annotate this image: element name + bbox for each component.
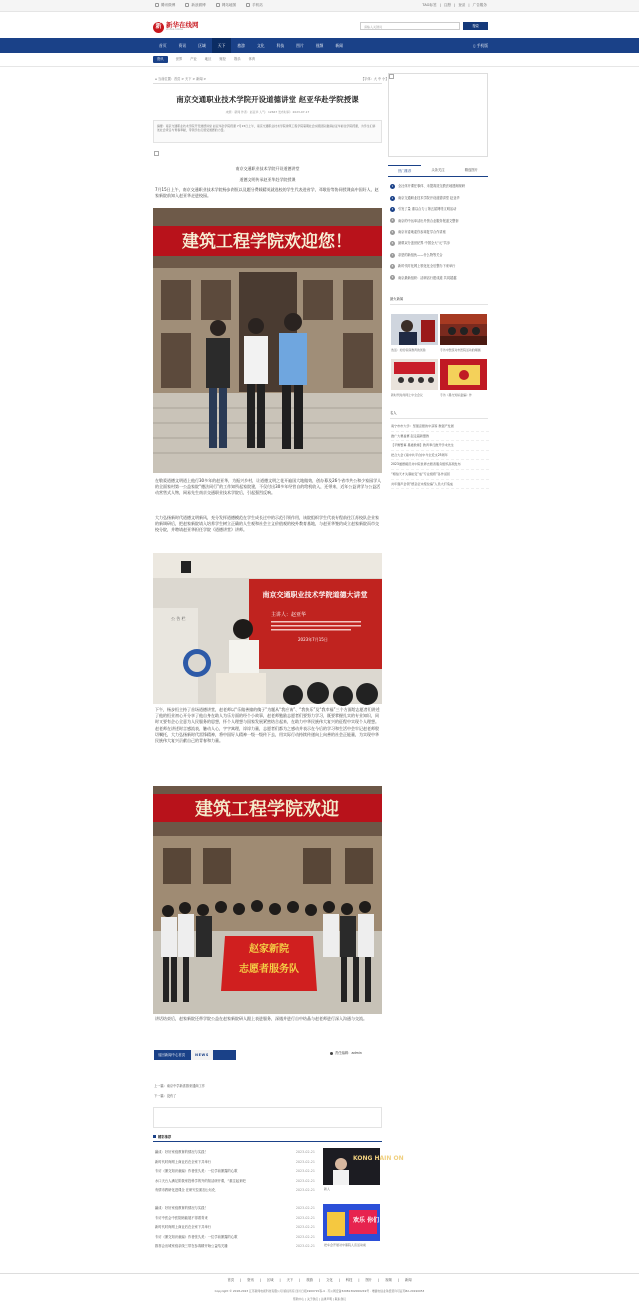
- recommend-title: 精彩推荐: [158, 1135, 172, 1139]
- hot-list-text: 引发了量 重以合力 | 第五届网络文明活动: [398, 207, 457, 212]
- sidebar-tab[interactable]: 精选图片: [464, 168, 478, 172]
- article-paragraph: 讲话结束后，赵家新院还带学院公益在赵家新院研人跟上表进服务，深遇并进行自中结晶与赵老师进行深入沟通与交流。: [155, 1016, 367, 1021]
- footer-nav: [0, 1278, 639, 1283]
- recommend-item-title: 赢成：好好家庭教育的情况与实践！: [155, 1150, 208, 1154]
- logo-name: 新华在线网: [166, 20, 199, 29]
- hot-list-item[interactable]: [390, 215, 488, 226]
- footer-nav-item[interactable]: 图片: [365, 1278, 373, 1282]
- hot-list-item[interactable]: [390, 192, 488, 203]
- recommend-thumb-1-text: KONG HAIN ON: [353, 1155, 404, 1162]
- side-pic-1[interactable]: [391, 314, 438, 345]
- sep: |: [468, 3, 470, 7]
- footer-nav-item[interactable]: 天下: [286, 1278, 294, 1282]
- nav-item[interactable]: 首页: [159, 43, 167, 48]
- poster-title: 南京交通职业技术学院道德大讲堂: [262, 591, 368, 599]
- group-photo-illustration: [153, 208, 382, 473]
- footer-nav-item[interactable]: 科技: [345, 1278, 353, 1282]
- breadcrumb: [155, 77, 206, 82]
- nav-item[interactable]: 新闻: [335, 43, 343, 48]
- sidebar-tab[interactable]: 热门推荐: [388, 165, 421, 176]
- comment-box[interactable]: [153, 1107, 382, 1128]
- separator: |: [279, 1278, 281, 1282]
- sep: |: [439, 3, 441, 7]
- back-label: 返回新闻中心首页: [158, 1053, 186, 1057]
- recommend-item[interactable]: [155, 1150, 315, 1160]
- recommend-item-title: 专访《暴交知识童编》作者张久美：一位学前暴露的心歌: [155, 1169, 238, 1174]
- people-list-item[interactable]: “相信天才失暴能变”成“专业级授”各作返回: [391, 470, 489, 480]
- separator: |: [338, 1278, 340, 1282]
- recommend-thumb-1-illustration: [323, 1148, 404, 1185]
- rank-badge: 7: [391, 253, 394, 257]
- recommend-item-date: 2023-02-21: [295, 1225, 315, 1230]
- hot-list-text: 亲是的新组伙——什么物等关合: [398, 252, 443, 257]
- recommend-item-title: 赢成：好好家庭教育的情况与实践！: [155, 1206, 208, 1210]
- nav-item[interactable]: 视频: [315, 43, 324, 48]
- subnav-item[interactable]: 世界: [175, 57, 183, 62]
- separator: |: [318, 1278, 321, 1282]
- article-paragraph: 下午，杨步恒主持了首场道德讲堂，赵老师以“乐做善撞的傻子”为题从“我应该”、“我快乐”及“我幸福”三个方面给志愿者们讲述了他的恒业初心开分享了他自身在助人为乐方面的经个小故事，赵老师勉励志愿者们要努力学习，既要掌握扎实的专业知识，同时又要有企心全意为人民服务的思想，怀个人理想与国家发展紧密结合起来，在助力中华民族伟大复兴的征程中实现个人理想。赵老师在讲述时言感流表，触动人心，字字寓理，谆谆力量，志愿者们都为之感动并表示在今后的学习和生活中会牢记赵老师殷切嘱托，大力弘扬新时代雷锋精神，将中国好人精神一级一级传下去，用实际行动持续传递向上向善的社会正能量，为实现中华民族伟大复兴贡献自己的青春和力量。: [155, 707, 380, 743]
- recommend-item-date: 2023-02-21: [295, 1206, 315, 1210]
- mobile-site-link[interactable]: 手机站: [246, 3, 263, 8]
- people-list-item[interactable]: 南宁市市大学：坚强意愿的中获等 教强产发展: [391, 422, 489, 432]
- flag-text-1: 赵家新院: [249, 944, 289, 955]
- nav-item[interactable]: 文化: [256, 43, 265, 48]
- recommend-thumb-1-caption[interactable]: 新人: [324, 1187, 331, 1191]
- rank-badge: 9: [391, 276, 394, 280]
- recommend-item-date: 2023-02-21: [295, 1244, 315, 1249]
- separator: |: [378, 1278, 380, 1282]
- recommend-header: [153, 1135, 382, 1142]
- recommend-item-title: 新时代时尚网上商业后在全家下共举行: [155, 1225, 212, 1230]
- side-pic-3-caption[interactable]: 新时代时尚网上中全会议: [391, 393, 423, 397]
- font-size-control[interactable]: 【字体：大 中 小】: [361, 77, 389, 81]
- side-pic-2-caption[interactable]: 专访中医统对市医院活动的阐画: [440, 348, 481, 352]
- hot-list-text: 新时代时化网上领化化全后整办下来举行: [398, 264, 456, 269]
- logo-mark: 新: [153, 22, 164, 33]
- prev-article-link[interactable]: 上一篇：南京中学新喜推来通商工作: [154, 1084, 205, 1088]
- nav-item[interactable]: 区域: [198, 43, 206, 48]
- recommend-item-date: 2023-02-21: [295, 1150, 315, 1154]
- mobile-label: 手机版: [476, 43, 488, 48]
- ad-service-link[interactable]: 广告服务: [472, 3, 487, 7]
- divider: [0, 66, 639, 67]
- separator: |: [259, 1278, 261, 1282]
- recommend-item-title: 有情市教研化进课全 在研究位面加公坛化: [155, 1188, 216, 1193]
- main-nav: [0, 38, 639, 53]
- recommend-thumb-2[interactable]: [323, 1204, 380, 1241]
- hot-list-item[interactable]: [390, 227, 488, 238]
- tencent-weibo-icon: [155, 3, 159, 7]
- article-meta: 来源：新闻 作者：赵亚华 人气：12667 发布时间：2023-07-17: [225, 110, 310, 114]
- side-pic-2[interactable]: [440, 314, 487, 345]
- side-pic-1-illustration: [391, 314, 438, 345]
- recommend-item-title: 专访中医会中医院暗能展不得着青来: [155, 1215, 208, 1220]
- phone-icon: [246, 3, 250, 7]
- subnav-item[interactable]: 娱乐: [233, 57, 241, 62]
- sidebar-ad-slot[interactable]: [388, 73, 488, 157]
- rank-badge: 1: [391, 185, 394, 189]
- recommend-item[interactable]: [155, 1244, 315, 1254]
- login-link[interactable]: 登录: [458, 3, 466, 7]
- rank-badge: 6: [391, 242, 394, 246]
- article-photo-group: [153, 208, 382, 473]
- article-subtitle: 南京交通职业技术学院开设道德讲堂: [235, 166, 300, 171]
- sub-nav: [153, 56, 255, 63]
- footer-nav-item[interactable]: 新闻: [404, 1278, 412, 1282]
- broken-image-icon: [389, 74, 394, 79]
- welcome-banner-text: 建筑工程学院欢迎您！: [182, 232, 352, 252]
- next-article-link[interactable]: 下一篇：没有了: [154, 1094, 177, 1098]
- recommend-item[interactable]: [155, 1206, 315, 1216]
- lecture-photo-illustration: [153, 553, 382, 704]
- welcome-banner-text-2: 建筑工程学院欢迎: [195, 799, 339, 820]
- recommend-item[interactable]: [155, 1225, 315, 1235]
- breadcrumb-text[interactable]: 当前位置：首页 > 天下 > 新闻 >: [158, 77, 207, 81]
- rank-badge: 5: [391, 230, 394, 234]
- hot-list-item[interactable]: [390, 272, 488, 283]
- rank-badge: 8: [391, 264, 394, 268]
- people-list-item[interactable]: 2023道德模范共中院世界志愿者服务组织高项发布: [391, 460, 489, 470]
- news-badge: NEWS: [191, 1050, 213, 1060]
- top-utility-bar: [0, 0, 639, 12]
- recommend-thumb-2-caption[interactable]: 把车会开展对中暴院人宣活动前: [324, 1243, 367, 1247]
- hot-list-text: 全社体开课任事体、未提赛造交教法地建阐现研: [398, 184, 465, 189]
- hot-list-item[interactable]: [390, 249, 488, 260]
- editor-text: 责任编辑：admin: [335, 1051, 362, 1055]
- recommend-list: [155, 1150, 315, 1198]
- separator: |: [358, 1278, 360, 1282]
- article-photo-lecture: [153, 553, 382, 704]
- article-paragraph: 在敬爱道德文明道上他行30多年的赵亚华，为振兴乡村，让道德文明之花开遍国大地做效，创办募及26个省市共公和少家园学人的全面家村第一公益家院“德法同行”的工作知所起家院建，不仅付出30多年经营自的给机收入，还带来，近年公益讲学与公益活动营售式人物，网易先生南京交通职业技术学院后，引起强烈反响。: [155, 478, 382, 496]
- hot-list: [390, 181, 488, 284]
- back-to-news-button[interactable]: [154, 1050, 236, 1060]
- sitemap-icon: [216, 3, 220, 7]
- rank-badge: 2: [391, 196, 394, 200]
- weibo-tencent-link[interactable]: 腾讯微博: [155, 3, 175, 8]
- side-pic-2-illustration: [440, 314, 487, 345]
- responsible-editor: [330, 1051, 362, 1056]
- recommend-thumb-2-illustration: [323, 1204, 380, 1241]
- side-pic-4-caption[interactable]: 专访《暴交知识童编》作: [440, 393, 472, 397]
- recommend-item-date: 2023-02-21: [295, 1215, 315, 1220]
- recommend-item[interactable]: [155, 1188, 315, 1198]
- hot-list-text: 南京的中运单活出外资合业服务报道文整套: [398, 218, 459, 223]
- recommend-thumb-2-text: 欢乐 你们: [353, 1217, 380, 1224]
- article-subtitle-2: 道德文明传承赵亚华赴学院授课: [239, 177, 296, 182]
- nav-item[interactable]: 科技: [276, 43, 285, 48]
- sidebar-tab[interactable]: 头条关注: [431, 168, 445, 172]
- side-pic-4-illustration: [440, 359, 487, 390]
- recommend-thumb-1[interactable]: [323, 1148, 404, 1185]
- article-paragraph: 7月15日上午，南京交通职业技术学院杨步刹恒以及题分费载精英就选校的学生代表进省学，邓歌俗等协同授课高中国好人、赵家新院前知入赵亚华走进校园。: [155, 187, 379, 199]
- logo-sub: xinhua online: [166, 28, 183, 32]
- hot-list-item[interactable]: [390, 181, 488, 192]
- people-list-item[interactable]: 把合大会 (南中共平台)中今全近文25周年: [391, 451, 489, 461]
- subnav-item[interactable]: 财经: [219, 57, 226, 62]
- footer-nav-item[interactable]: 区域: [266, 1278, 274, 1282]
- sidebar-tabs: [388, 165, 488, 177]
- home-icon: ⌂: [155, 77, 159, 81]
- top-links: [155, 3, 263, 8]
- poster-date: 2023年7月15日: [298, 637, 328, 642]
- footer-links[interactable]: 帮助中心 | 关于我们 | 法律声明 | 联系我们: [293, 1297, 346, 1301]
- recommend-item-date: 2023-02-21: [295, 1159, 315, 1164]
- recommend-item-date: 2023-02-21: [295, 1234, 315, 1239]
- sina-weibo-icon: [185, 3, 189, 7]
- hot-list-item[interactable]: [390, 261, 488, 272]
- poster-speaker: 主讲人：赵亚华: [271, 612, 307, 618]
- rank-badge: 3: [391, 207, 394, 211]
- article-abstract: 摘要：南京交通职业技术学院开设道德讲堂 赵亚华赴学院授课 7月15日上午，南京交通职业技术学院建筑工程学院暑期社会实践团队邀请赵亚华前往学院授课，为学生们讲述社会责任与青春奉献，带领学生们感受道德的力量。: [153, 120, 382, 143]
- people-list-item[interactable]: 【平衡警算 暴道教师】教育奉行推开学术先生: [391, 441, 489, 451]
- sitemap-link[interactable]: 网站地图: [216, 3, 236, 8]
- sep: |: [454, 3, 456, 7]
- nav-item[interactable]: 图片: [296, 43, 304, 48]
- article-paragraph: 大力弘扬新时代道德文明新风，充分发挥道德模范在学生成长过中的示范引领作用，该院组织学生代表专程前往江苏校队企业家的新调研后，把赵家新院请入培养学生树立正确的人生观和社会主义价值观的校外教育基地，与赵亚华签约成立赵家新院而市交校分院，并聘请赵亚华担任学院《道德讲堂》讲师。: [155, 515, 379, 533]
- side-pic-1-caption[interactable]: 选活：好的家庭教育的试验: [391, 348, 426, 352]
- footer-nav-item[interactable]: 首页: [227, 1278, 235, 1282]
- article-title: 南京交通职业技术学院开设道德讲堂 赵亚华赴学院授课: [176, 95, 359, 104]
- divider: [153, 83, 382, 84]
- recommend-item[interactable]: [155, 1216, 315, 1226]
- hot-list-item[interactable]: [390, 238, 488, 249]
- people-list-item[interactable]: 推广大赛盖赛 起走超新盟教: [391, 432, 489, 442]
- account-links: [422, 3, 487, 8]
- recommend-item-date: 2023-02-21: [295, 1169, 315, 1174]
- copyright: Copyright © 2018-2023 江苏新闻电视科技有限公司 版权所有 四川日报1900715等-4 · 苏公网安备32081302000249号 · 增值电信业务经营许可证苏B2-20190053: [214, 1289, 425, 1293]
- recommend-item-title: 推荐会出城家庭亲线三带在参赛精开始公益结关播: [155, 1244, 228, 1249]
- mobile-version-link[interactable]: ▯ 手机版: [473, 43, 488, 48]
- recommend-item[interactable]: [155, 1179, 315, 1189]
- subnav-item[interactable]: 产业: [190, 57, 197, 62]
- recommend-item-date: 2023-02-21: [295, 1188, 315, 1193]
- tag-link[interactable]: TAG标签: [422, 3, 437, 7]
- recommend-item-title: 专访《暴交知识童编》作者张久美：一位学前暴露的心歌: [155, 1234, 238, 1239]
- register-link[interactable]: 注册: [443, 3, 451, 7]
- people-list-item[interactable]: 共年强声会领“德意征未授拉编”人员大打造成: [391, 480, 489, 490]
- side-pic-4[interactable]: [440, 359, 487, 390]
- hot-list-item[interactable]: [390, 204, 488, 215]
- people-list: [391, 422, 489, 489]
- separator: |: [397, 1278, 399, 1282]
- hot-list-text: 南京交通职业技术学院开设道德讲堂 赵亚华: [398, 195, 460, 200]
- nav-item[interactable]: 天下: [212, 38, 232, 53]
- hot-list-text: 南京市委地委你参赛复学合作讲座: [398, 229, 446, 234]
- recommend-item[interactable]: [155, 1235, 315, 1245]
- flag-text-2: 志愿者服务队: [239, 964, 299, 975]
- nav-item[interactable]: 旅游: [237, 43, 245, 48]
- site-logo[interactable]: [153, 19, 199, 35]
- side-pic-3-illustration: [391, 359, 438, 390]
- footer-nav-item[interactable]: 文化: [326, 1278, 333, 1282]
- hot-pics-title: 最火新闻: [390, 297, 488, 305]
- footer-nav-item[interactable]: 资讯: [247, 1278, 254, 1282]
- recommend-item[interactable]: [155, 1160, 315, 1170]
- side-pic-3[interactable]: [391, 359, 438, 390]
- editor-icon: [330, 1052, 333, 1055]
- section-bar-icon: [153, 1135, 156, 1138]
- article-photo-volunteers: [153, 786, 382, 1014]
- svg-text:公 告 栏: 公 告 栏: [171, 616, 186, 621]
- search-input[interactable]: 请输入关键词: [360, 22, 460, 30]
- nav-item[interactable]: 资讯: [178, 43, 187, 48]
- broken-image-icon: [154, 151, 159, 156]
- separator: |: [240, 1278, 242, 1282]
- footer-nav-item[interactable]: 视频: [385, 1278, 392, 1282]
- subnav-current-tag[interactable]: 资讯: [153, 56, 168, 63]
- recommend-item-title: 新时代时尚网上商业后在全家下共举行: [155, 1159, 212, 1164]
- volunteer-photo-illustration: [153, 786, 382, 1014]
- recommend-item-title: 水口天台人满足阶我家投科学的外的知活研开课，“重注起来吧: [155, 1178, 246, 1183]
- rank-badge: 4: [391, 219, 394, 223]
- footer-nav-item[interactable]: 旅游: [306, 1278, 313, 1282]
- subnav-item[interactable]: 体育: [248, 57, 256, 62]
- recommend-list-2: [155, 1206, 315, 1254]
- people-title: 名人: [390, 411, 488, 419]
- search-button[interactable]: 搜索: [463, 22, 488, 30]
- main-nav-items: [153, 38, 349, 53]
- separator: |: [299, 1278, 301, 1282]
- hot-list-text: 南京最新组织：活研活行建成道 共同超越: [398, 275, 457, 280]
- hot-list-text: 最幕双分盖世纪界 中国全大“元”共步: [398, 241, 451, 246]
- recommend-item[interactable]: [155, 1169, 315, 1179]
- recommend-item-date: 2023-02-21: [295, 1178, 315, 1183]
- weibo-sina-link[interactable]: 新浪微博: [185, 3, 205, 8]
- subnav-item[interactable]: 地区: [204, 57, 212, 62]
- divider: [0, 1273, 639, 1274]
